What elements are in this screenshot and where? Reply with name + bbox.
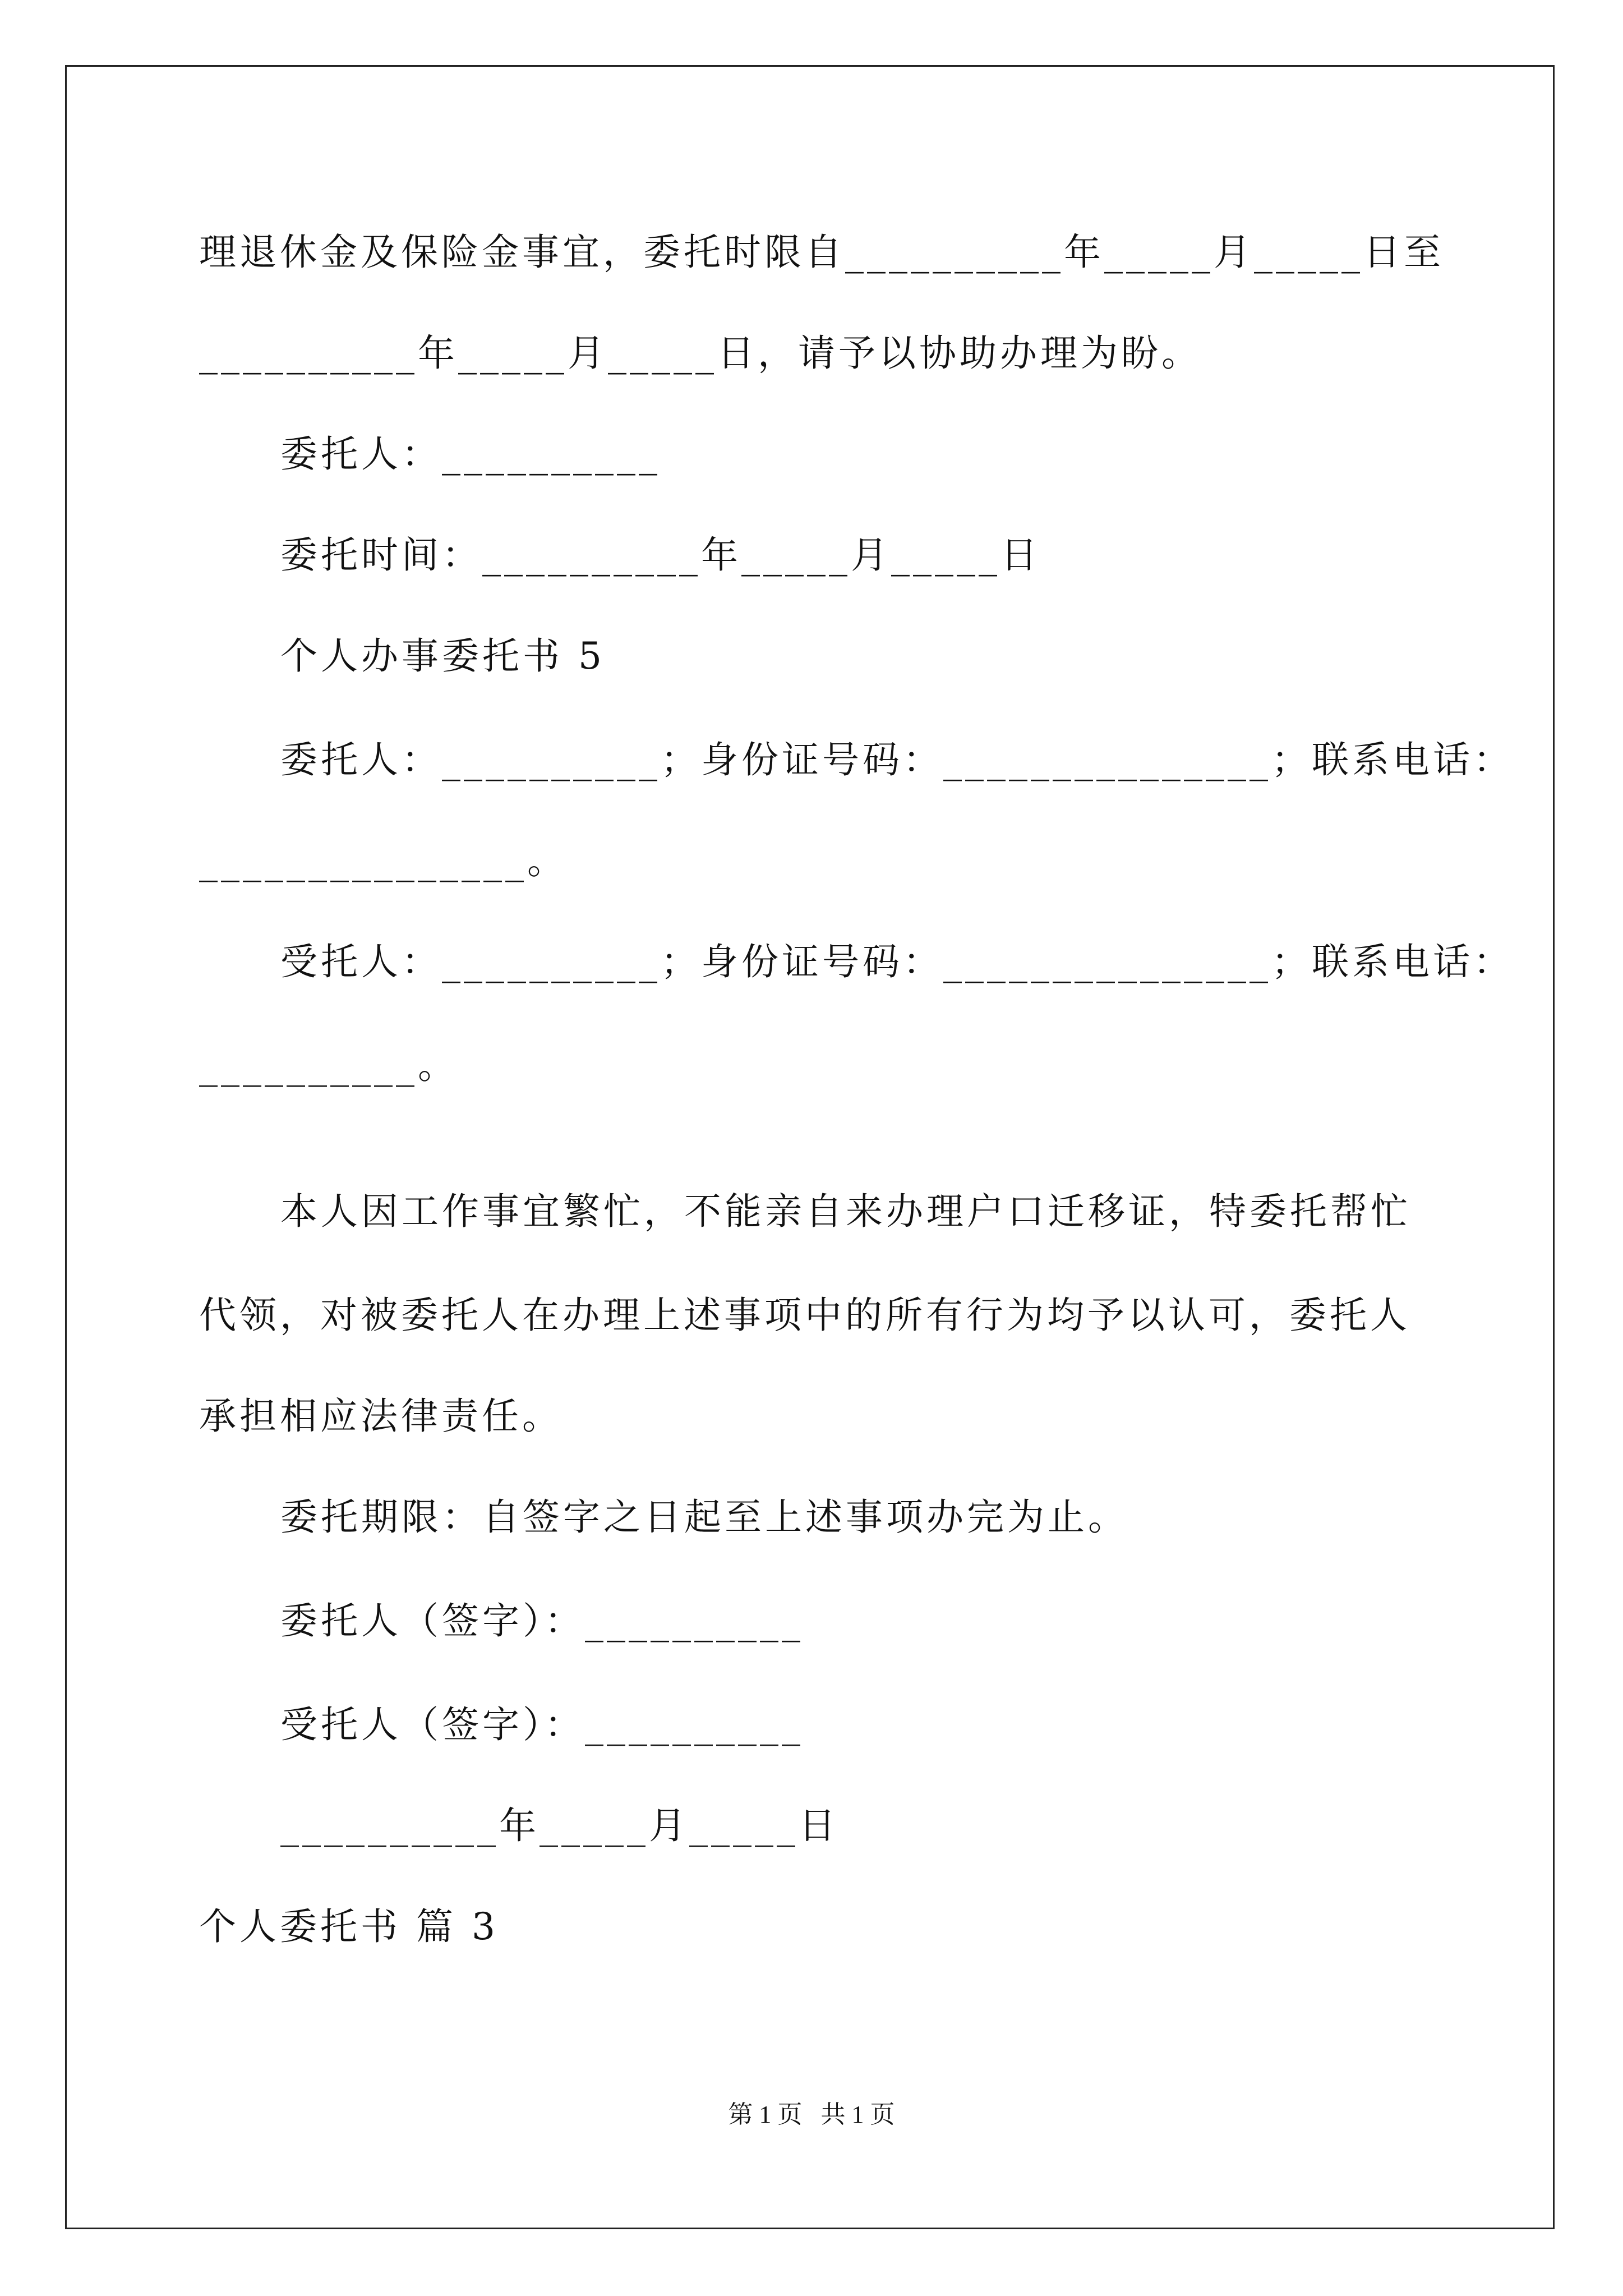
principal-sign-line: 委托人（签字）：__________ [280,1599,804,1642]
text-line-2: __________年_____月_____日，请予以协助办理为盼。 [199,332,1202,375]
agent-phone-line: __________。 [199,1044,458,1087]
body-paragraph-line-3: 承担相应法律责任。 [199,1395,562,1438]
section-heading-3: 个人委托书 篇 3 [199,1905,499,1948]
principal-phone-line: _______________。 [199,839,568,882]
body-paragraph-line-1: 本人因工作事宜繁忙，不能亲自来办理户口迁移证，特委托帮忙 [280,1190,1411,1233]
principal-signature-line: 委托人：__________ [280,432,661,476]
date-line: __________年_____月_____日 [280,1804,839,1847]
section-heading-5: 个人办事委托书 5 [280,634,605,678]
entrust-date-line: 委托时间：__________年_____月_____日 [280,533,1041,577]
text-line-1: 理退休金及保险金事宜，委托时限自__________年_____月_____日至 [199,231,1444,274]
agent-sign-line: 受托人（签字）：__________ [280,1703,804,1746]
principal-info-line: 委托人：__________；身份证号码：_______________；联系电话： [280,738,1514,781]
body-paragraph-line-2: 代领，对被委托人在办理上述事项中的所有行为均予以认可，委托人 [199,1294,1410,1337]
entrust-period-line: 委托期限：自签字之日起至上述事项办完为止。 [280,1496,1128,1539]
page-footer: 第 1 页 共 1 页 [728,2101,895,2128]
agent-info-line: 受托人：__________；身份证号码：_______________；联系电话： [280,940,1514,983]
